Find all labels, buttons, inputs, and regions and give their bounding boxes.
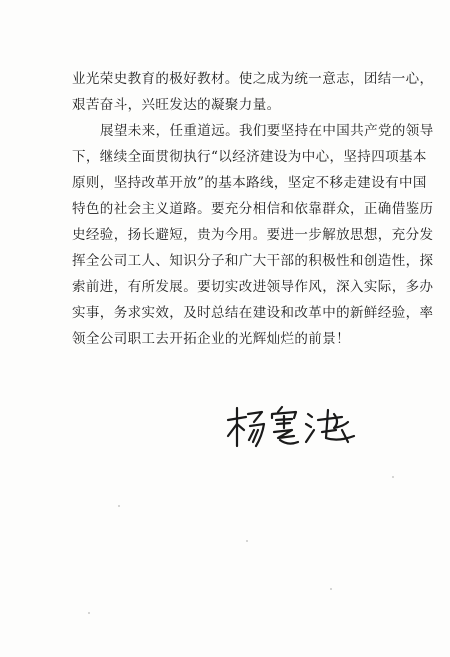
scan-speck	[246, 540, 248, 542]
text-line: 业光荣史教育的极好教材。使之成为统一意志，团结一心，	[72, 71, 434, 87]
scan-speck	[88, 612, 90, 614]
text-line: 挥全公司工人、知识分子和广大干部的积极性和创造性，探	[72, 253, 434, 269]
text-line: 特色的社会主义道路。要充分相信和依靠群众，正确借鉴历	[72, 201, 434, 217]
scan-speck	[118, 505, 120, 507]
scan-speck	[392, 476, 394, 478]
body-text	[72, 66, 434, 352]
text-line: 下，继续全面贯彻执行“以经济建设为中心，坚持四项基本	[72, 149, 427, 165]
text-line: 史经验，扬长避短，贵为今用。要进一步解放思想，充分发	[72, 227, 434, 243]
text-line: 展望未来，任重道远。我们要坚持在中国共产党的领导	[100, 123, 434, 139]
text-line: 领全公司职工去开拓企业的光辉灿烂的前景！	[72, 331, 350, 347]
text-line: 艰苦奋斗，兴旺发达的凝聚力量。	[72, 97, 281, 113]
handwritten-signature	[222, 402, 362, 452]
text-line: 实事，务求实效，及时总结在建设和改革中的新鲜经验，率	[72, 305, 434, 321]
signature-drawing	[222, 402, 362, 452]
text-line: 原则，坚持改革开放”的基本路线，坚定不移走建设有中国	[72, 175, 427, 191]
text-line: 索前进，有所发展。要切实改进领导作风，深入实际，多办	[72, 279, 434, 295]
scan-speck	[330, 588, 332, 590]
